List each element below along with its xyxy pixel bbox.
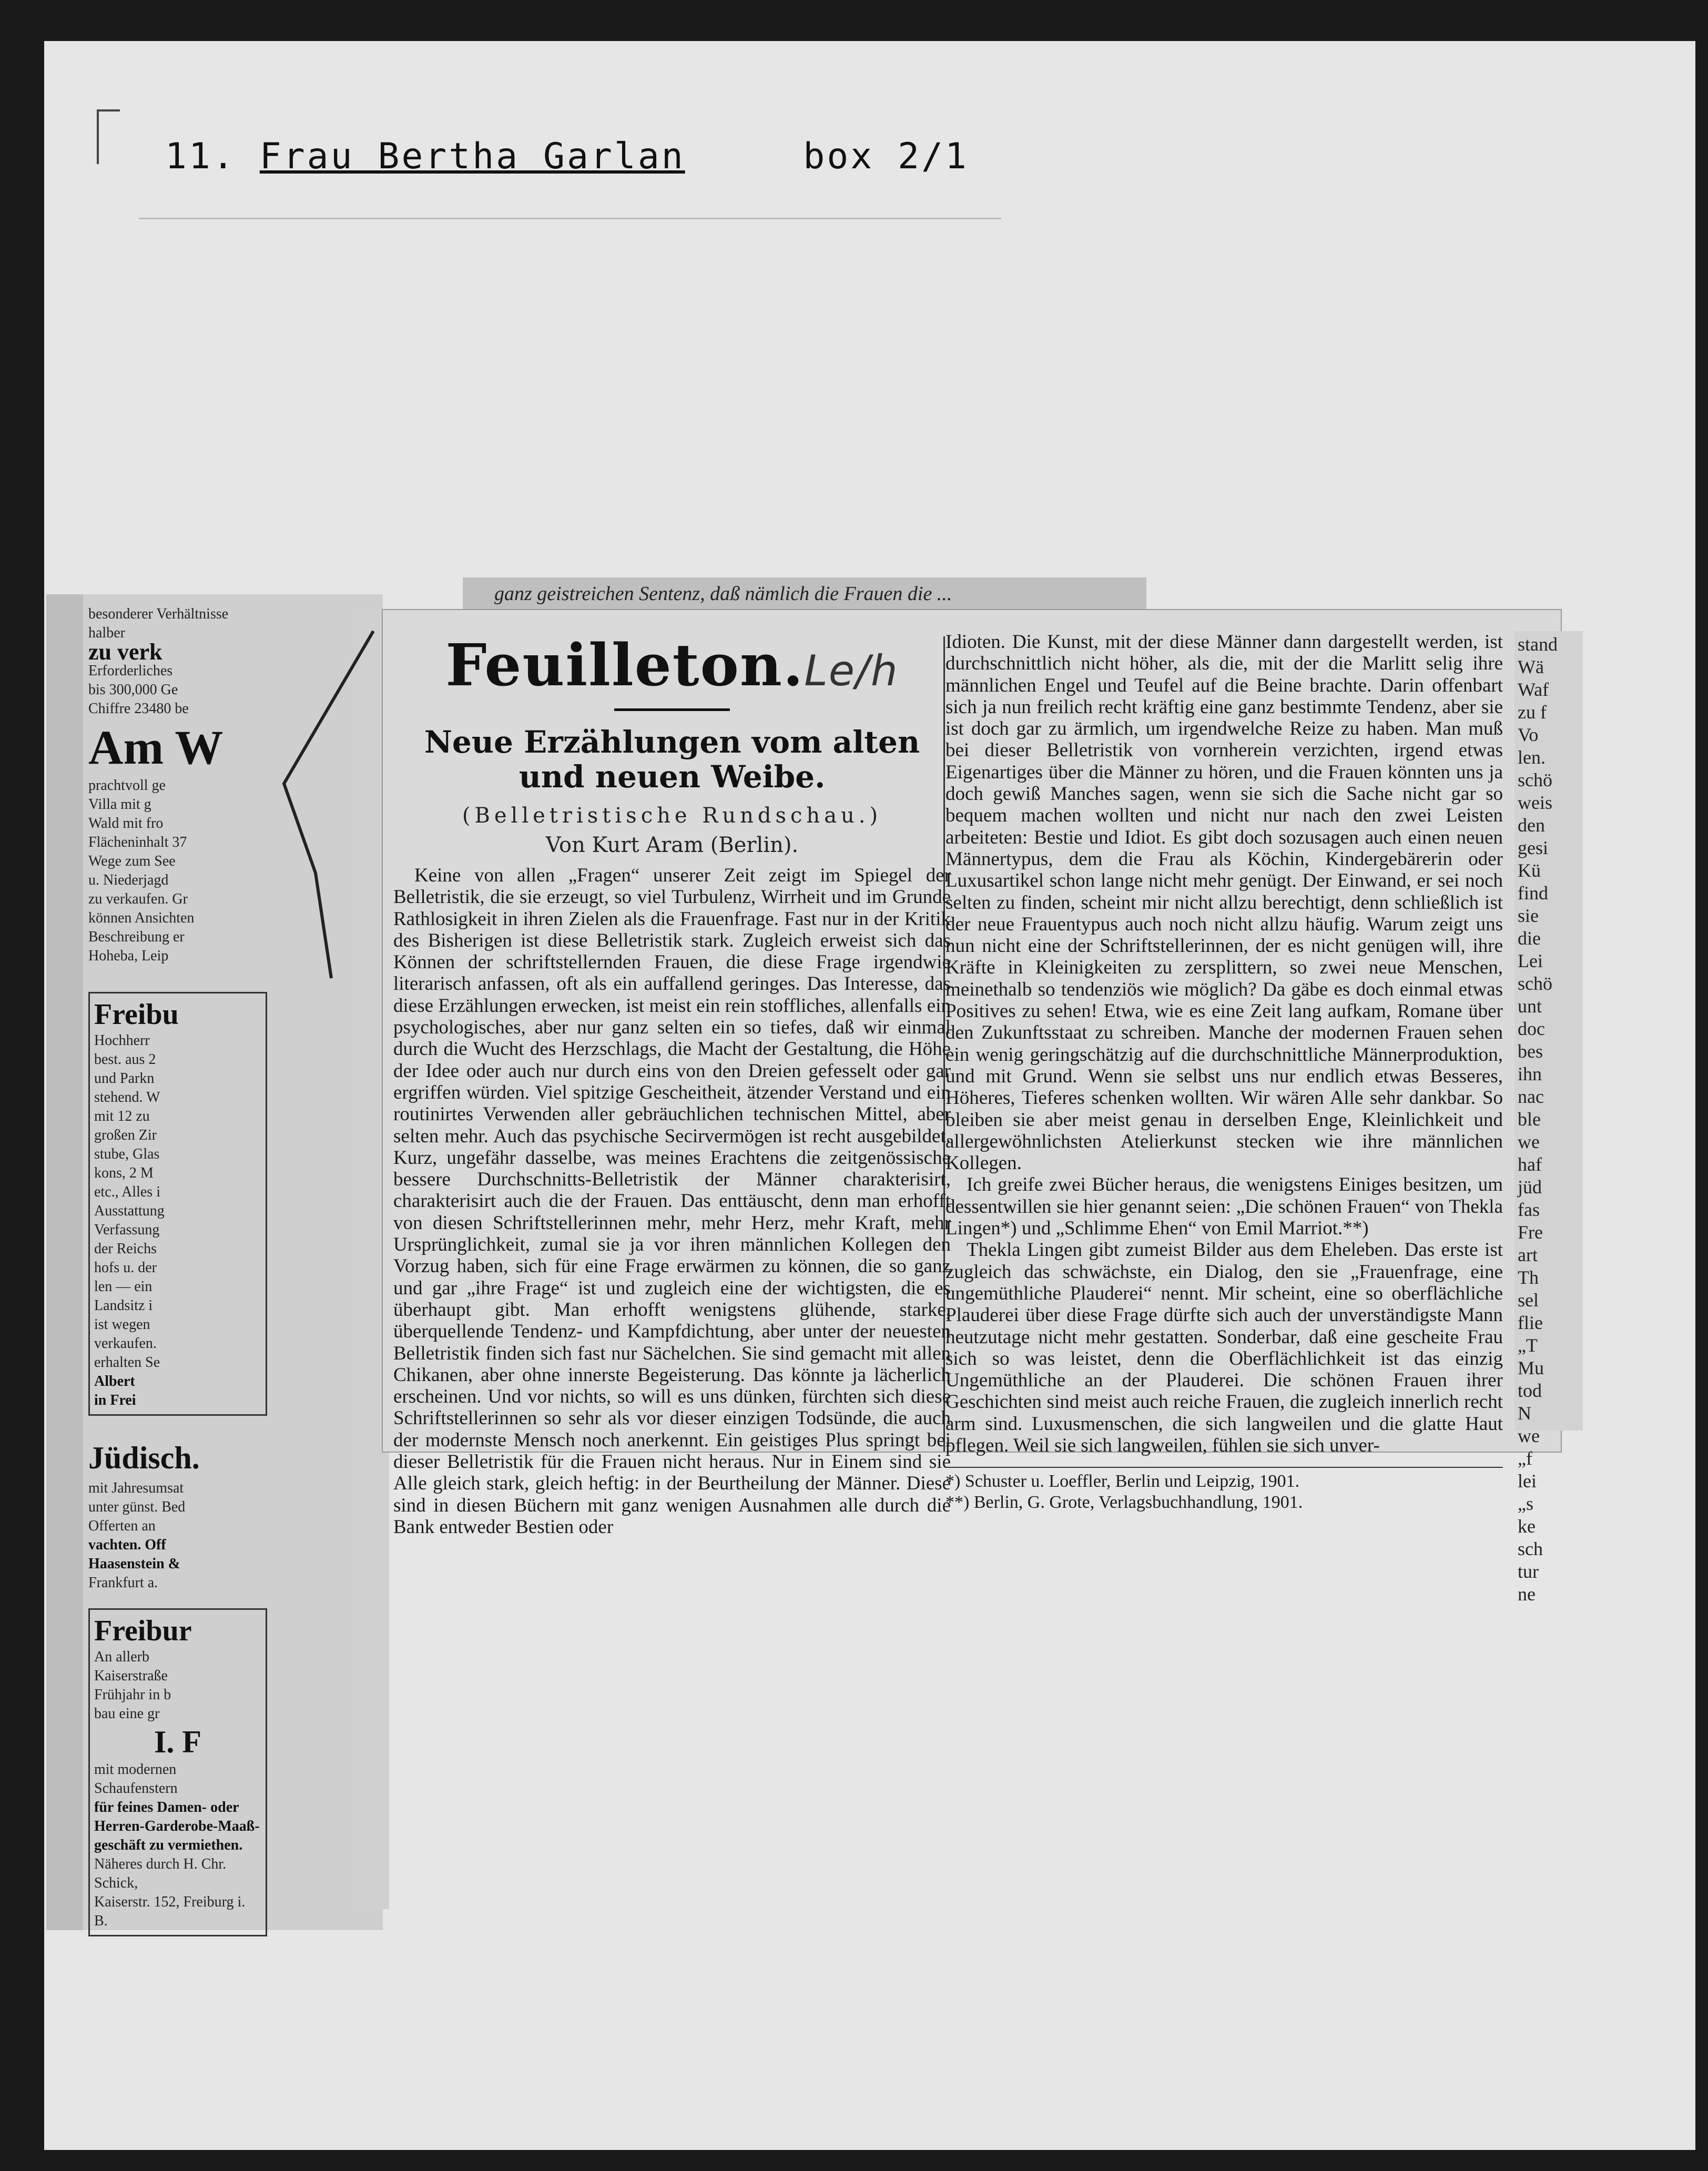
ad-line: len — ein: [94, 1279, 152, 1295]
ad-line: Beschreibung er: [88, 929, 185, 945]
adjacent-line-fragment: flie: [1518, 1312, 1543, 1333]
adjacent-line-fragment: „T: [1518, 1335, 1538, 1356]
ad-line: bau eine gr: [94, 1706, 160, 1722]
ad-line: Frankfurt a.: [88, 1575, 158, 1591]
adjacent-line-fragment: jüd: [1518, 1176, 1542, 1198]
paragraph: Keine von allen „Fragen“ unserer Zeit zeigt im Spiegel der Belletristik, die sie erzeugt, so viel Turbulenz, Wirrheit und im Grunde Rathlosigkeit in ihren Zielen als die Frauenfrage. Fast nur in der Kritik des Bisherigen ist diese Belletristik stark. Zugleich erweist sich das Können der schriftstellernden Frauen, die diese Frage irgendwie literarisch anfassen, oft als ein auffallend geringes. Das Interesse, das diese Erzählungen erwecken, ist meist ein rein stoffliches, allenfalls ein psychologisches, aber nur ganz selten ein so tiefes, daß wir einmal durch die Wucht des Herzschlags, die Macht der Gestaltung, die Höhe der Idee oder auch nur durch eins von den Dreien gefesselt oder gar ergriffen würden. Viel spitzige Gescheitheit, ätzender Verstand und ein routinirtes Verwenden aller gebräuchlichen technischen Mittel, aber selten mehr. Auch das psychische Secirvermögen ist recht ausgebildet. Kurz, ungefähr dasselbe, was meines Erachtens die zeitgenössische bessere Durchschnitts-Belletristik der Männer charakterisirt, charakterisirt auch die der Frauen. Das enttäuscht, denn man erhofft von diesen Schriftstellerinnen mehr, mehr Herz, mehr Kraft, mehr Ursprünglichkeit, zumal sie ja vor ihren männlichen Kollegen den Vorzug haben, sich für eine Frage erwärmen zu können, die so ganz und gar „ihre Frage“ ist und zugleich eine der wichtigsten, die es überhaupt gibt. Man erhofft wenigstens glühende, starke, überquellende Tendenz- und Kampfdichtung, aber unter der neuesten Belletristik finden sich fast nur Sächelchen. Sie sind gemacht mit allen Chikanen, aber ohne innerste Begeisterung. Das könnte ja lächerlich erscheinen. Und vor nichts, so will es uns dünken, fürchten sich diese Schriftstellerinnen so sehr als vor dieser einzigen Todsünde, die auch der modernste Mensch noch anerkennt. Ein geistiges Plus springt bei dieser Belletristik für die Frauen nicht heraus. Nur in Einem sind sie Alle gleich stark, gleich heftig: in der Beurtheilung der Männer. Diese sind in diesen Büchern mit ganz wenigen Ausnahmen alle durch die Bank entweder Bestien oder: [393, 865, 951, 1538]
ad-line: Albert: [94, 1373, 135, 1389]
adjacent-line-fragment: lei: [1518, 1470, 1537, 1492]
adjacent-line-fragment: N: [1518, 1403, 1531, 1424]
section-heading: [393, 631, 951, 699]
adjacent-line-fragment: ble: [1518, 1109, 1541, 1130]
adjacent-line-fragment: nac: [1518, 1086, 1544, 1107]
adjacent-line-fragment: die: [1518, 928, 1541, 949]
footnotes: [946, 1467, 1503, 1513]
header-divider: [139, 218, 1001, 219]
adjacent-line-fragment: stand: [1518, 634, 1558, 655]
paragraph: Thekla Lingen gibt zumeist Bilder aus dem Eheleben. Das erste ist zugleich das schwächste, ein Dialog, den sie „Frauenfrage, eine ungemüthliche Plauderei“ nennt. Mir scheint, eine so oberflächliche Plauderei über diese Frage dürfte sich auch der unverständigste Mann heutzutage nicht mehr gestatten. Sonderbar, daß eine gescheite Frau sich so was leistet, denn die Oberflächlichkeit ist das einzig Ungemüthliche an der Plauderei. Die schönen Frauen ihrer Geschichten sind meist auch reiche Frauen, die zugleich innerlich recht arm sind. Luxusmenschen, die sich langweilen und die glatte Haut pflegen. Weil sie sich langweilen, fühlen sie sich unver-: [946, 1239, 1503, 1456]
article-author: Von Kurt Aram (Berlin).: [545, 833, 799, 857]
adjacent-line-fragment: fas: [1518, 1199, 1540, 1220]
article-body-col2: [946, 631, 1503, 1456]
adjacent-line-fragment: haf: [1518, 1154, 1542, 1175]
adjacent-line-fragment: sie: [1518, 905, 1539, 926]
ad-line: Wege zum See: [88, 853, 176, 869]
adjacent-line-fragment: Th: [1518, 1267, 1539, 1288]
article-headline: Neue Erzählungen vom alten und neuen Weibe.: [424, 724, 920, 795]
feuilleton-clipping: [383, 610, 1561, 1538]
adjacent-column-strip: [1514, 631, 1583, 1605]
paragraph: Ich greife zwei Bücher heraus, die wenigstens Einiges besitzen, um dessentwillen sie hier genannt seien: „Die schönen Frauen“ von Thekla Lingen*) und „Schlimme Ehen“ von Emil Marriot.**): [946, 1174, 1503, 1240]
adjacent-line-fragment: schö: [1518, 769, 1552, 790]
adjacent-line-fragment: „s: [1518, 1493, 1533, 1514]
ad-line: prachtvoll ge: [88, 777, 166, 794]
ad-line: Frühjahr in b: [94, 1687, 171, 1703]
adjacent-line-fragment: Wä: [1518, 656, 1544, 677]
ad-line: verkaufen.: [94, 1335, 157, 1352]
ad-line: ist wegen: [94, 1316, 150, 1333]
ad-line: Flächeninhalt 37: [88, 834, 187, 850]
adjacent-line-fragment: Fre: [1518, 1222, 1543, 1243]
ad-line: I. F: [154, 1724, 201, 1759]
ad-line: für feines Damen- oder: [94, 1799, 239, 1815]
ad-line: mit Jahresumsat: [88, 1480, 184, 1496]
ad-line: Erforderliches: [88, 663, 173, 679]
article-body-col1: [393, 865, 951, 1538]
ad-line: zu verkaufen. Gr: [88, 891, 188, 907]
ad-line: Landsitz i: [94, 1297, 153, 1314]
article-subtitle: (Belletristische Rundschau.): [462, 804, 882, 828]
ad-line: u. Niederjagd: [88, 872, 169, 888]
ad-line: An allerb: [94, 1649, 149, 1665]
ad-line: mit 12 zu: [94, 1108, 150, 1124]
ad-line: Hochherr: [94, 1032, 150, 1049]
ad-line: und Parkn: [94, 1070, 155, 1087]
footnote: *) Schuster u. Loeffler, Berlin und Leipzig, 1901.: [946, 1472, 1300, 1492]
adjacent-line-fragment: tod: [1518, 1380, 1542, 1401]
ad-line: stube, Glas: [94, 1146, 160, 1162]
folder-title: Frau Bertha Garlan: [259, 136, 685, 177]
article-column-1: [393, 631, 951, 1538]
adjacent-line-fragment: gesi: [1518, 837, 1548, 858]
box-label: box 2/1: [803, 136, 969, 177]
adjacent-line-fragment: Kü: [1518, 860, 1541, 881]
ad-line: stehend. W: [94, 1089, 160, 1105]
ad-line: Kaiserstr. 152, Freiburg i. B.: [94, 1894, 246, 1929]
adjacent-line-fragment: den: [1518, 815, 1545, 836]
adjacent-line-fragment: we: [1518, 1131, 1540, 1152]
ad-line: der Reichs: [94, 1241, 157, 1257]
ad-line: etc., Alles i: [94, 1184, 160, 1200]
adjacent-line-fragment: unt: [1518, 996, 1542, 1017]
folder-header: [165, 136, 969, 177]
adjacent-column-lines: [1514, 631, 1583, 1608]
ad-line: zu verk: [88, 639, 162, 665]
ad-line: Kaiserstraße: [94, 1668, 168, 1684]
ad-line: Offerten an: [88, 1518, 156, 1534]
ads-margin-column: [46, 594, 83, 1930]
ad-line: Verfassung: [94, 1222, 160, 1238]
adjacent-line-fragment: sch: [1518, 1538, 1543, 1559]
ad-line: vachten. Off: [88, 1537, 166, 1553]
top-clipping-band: ganz geistreichen Sentenz, daß nämlich die Frauen die ...: [463, 577, 1146, 610]
ad-line: Villa mit g: [88, 796, 151, 813]
ad-box-title: Freibur: [94, 1615, 192, 1647]
adjacent-line-fragment: Waf: [1518, 679, 1549, 700]
ad-headline-juedisch: Jüdisch.: [88, 1440, 200, 1475]
paragraph: Idioten. Die Kunst, mit der diese Männer dann dargestellt werden, ist durchschnittlich nicht höher, als die, mit der die Marlitt selig ihre männlichen Engel und Teufel auf die Beine brachte. Darin offenbart sich ja nun freilich recht kräftig eine ganz bestimmte Tendenz, aber sie ist doch gar zu ärmlich, um irgendwelche Reize zu haben. Man muß bei dieser Belletristik von vornherein verzichten, irgend etwas Eigenartiges über die Männer zu hören, und die Frauen könnten uns ja doch gewiß Manches sagen, wenn sie sich die Sache nicht gar so bequem machen wollten und nicht nur nach den zwei Leisten arbeiteten: Bestie und Idiot. Es gibt doch sozusagen auch einen neuen Männertypus, dem die Frau als Köchin, Kindergebärerin oder Luxusartikel schon lange nicht mehr genügt. Der Einwand, er sei noch selten zu finden, scheint mir nicht allzu berechtigt, denn schließlich ist der neue Frauentypus auch noch nicht allzu häufig. Warum zeigt uns nun nicht eine der Schriftstellerinnen, der es nicht genügen will, ihre Kräfte in Kleinigkeiten zu zersplittern, so zwei neue Menschen, meinethalb so tendenziös wie möglich? Da gäbe es doch einmal etwas Positives zu sehen! Etwa, wie es eine Zeit lang aufkam, Romane über den Zukunftsstaat zu schreiben. Manche der modernen Frauen sehen ein wenig geringschätzig auf die durchschnittliche Männerproduktion, und mit Grund. Wenn sie selbst uns nur endlich etwas Besseres, Höheres, Tieferes schenken wollten. Wir wären Alle sehr dankbar. So bleiben sie aber meist genau in derselben Enge, Kleinlichkeit und allergewöhnlichsten Atelierkunst stecken wie ihre männlichen Kollegen.: [946, 631, 1503, 1174]
folder-number: 11.: [165, 136, 236, 177]
ad-line: kons, 2 M: [94, 1165, 154, 1181]
ad-line: bis 300,000 Ge: [88, 682, 178, 698]
ad-line: hofs u. der: [94, 1260, 157, 1276]
adjacent-line-fragment: art: [1518, 1244, 1538, 1265]
ad-line: unter günst. Bed: [88, 1499, 186, 1515]
adjacent-line-fragment: zu f: [1518, 702, 1547, 723]
adjacent-line-fragment: Mu: [1518, 1357, 1544, 1378]
adjacent-line-fragment: „f: [1518, 1448, 1532, 1469]
adjacent-line-fragment: bes: [1518, 1041, 1543, 1062]
adjacent-line-fragment: ihn: [1518, 1063, 1542, 1084]
adjacent-line-fragment: weis: [1518, 792, 1552, 813]
adjacent-line-fragment: Lei: [1518, 950, 1543, 971]
ad-headline: Am W: [88, 721, 223, 774]
article-column-2: [946, 631, 1503, 1513]
pencil-bracket-mark: [252, 610, 389, 978]
ad-line: mit modernen Schaufenstern: [94, 1761, 178, 1797]
ad-line: Wald mit fro: [88, 815, 164, 831]
adjacent-line-fragment: len.: [1518, 747, 1546, 768]
sheet-corner-mark: [97, 109, 120, 164]
ad-box-freiburg-2: [88, 1608, 267, 1936]
ad-line: geschäft zu vermiethen.: [94, 1837, 243, 1853]
adjacent-line-fragment: schö: [1518, 973, 1552, 994]
ad-line: Haasenstein &: [88, 1556, 180, 1572]
ad-line: Näheres durch H. Chr. Schick,: [94, 1856, 227, 1891]
ad-line: Ausstattung: [94, 1203, 165, 1219]
ad-line: in Frei: [94, 1392, 136, 1408]
ad-line: Herren-Garderobe-Maaß-: [94, 1818, 260, 1834]
adjacent-line-fragment: Vo: [1518, 724, 1539, 745]
adjacent-line-fragment: doc: [1518, 1018, 1545, 1039]
section-heading-text: Feuilleton.: [445, 631, 805, 699]
footnote: **) Berlin, G. Grote, Verlagsbuchhandlung, 1901.: [946, 1493, 1303, 1513]
ad-line: großen Zir: [94, 1127, 157, 1143]
adjacent-line-fragment: tur: [1518, 1561, 1539, 1582]
ad-box-title: Freibu: [94, 998, 179, 1031]
ad-line: best. aus 2: [94, 1051, 156, 1068]
ad-line: Chiffre 23480 be: [88, 701, 189, 717]
ad-line: können Ansichten: [88, 910, 195, 926]
ads-text-top: [88, 605, 267, 1936]
heading-rule: [614, 708, 730, 711]
adjacent-line-fragment: sel: [1518, 1290, 1539, 1311]
ad-line: erhalten Se: [94, 1354, 160, 1371]
adjacent-line-fragment: we: [1518, 1425, 1540, 1446]
ad-line: Hoheba, Leip: [88, 948, 169, 964]
adjacent-line-fragment: ke: [1518, 1516, 1536, 1537]
ad-line: besonderer Verhältnisse halber: [88, 606, 229, 641]
adjacent-line-fragment: ne: [1518, 1584, 1536, 1605]
ad-box-freiburg: [88, 992, 267, 1416]
adjacent-line-fragment: find: [1518, 882, 1548, 904]
handwritten-annotation: Le/h: [804, 646, 899, 695]
